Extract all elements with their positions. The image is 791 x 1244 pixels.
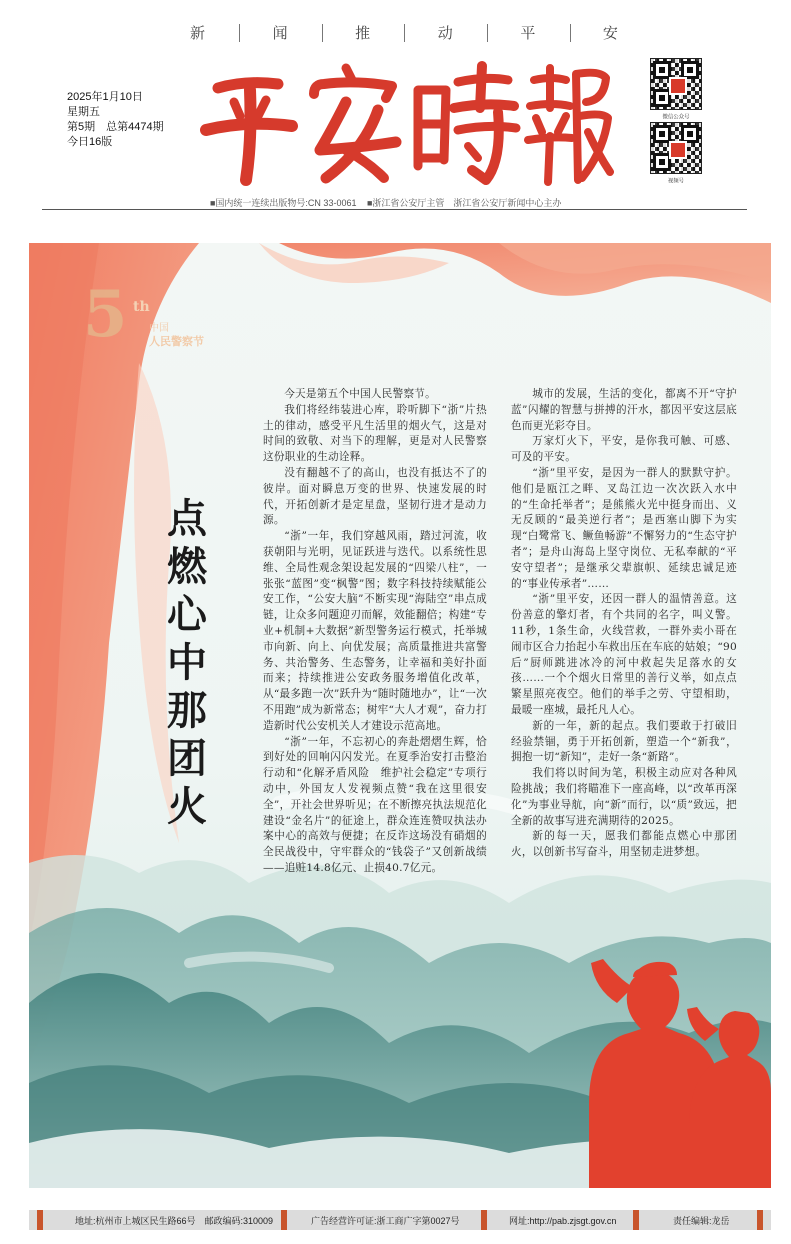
issue-pages: 今日16版 bbox=[67, 136, 113, 148]
paragraph: 没有翻越不了的高山，也没有抵达不了的彼岸。面对瞬息万变的世界、快速发展的时代，开拓创新才是定星盘，坚韧行进才是动力源。 bbox=[263, 466, 487, 527]
issue-number: 第5期 总第4474期 bbox=[67, 121, 164, 133]
publication-sponsor: ■浙江省公安厅主管 浙江省公安厅新闻中心主办 bbox=[366, 198, 562, 208]
footer-bar bbox=[757, 1210, 763, 1230]
qr-code-video[interactable] bbox=[650, 122, 702, 185]
slogan-char: 平 bbox=[520, 24, 538, 42]
title-char: 点 bbox=[167, 496, 207, 542]
footer-license: 广告经营许可证:浙工商广字第0027号 bbox=[311, 1215, 460, 1226]
paragraph: 新的每一天，愿我们都能点燃心中那团火，以创新书写奋斗，用坚韧走进梦想。 bbox=[511, 830, 737, 859]
masthead-slogan bbox=[190, 22, 620, 43]
badge-suffix: th bbox=[133, 299, 150, 315]
issue-weekday: 星期五 bbox=[67, 106, 100, 118]
qr-code-wechat[interactable] bbox=[650, 58, 702, 121]
badge-line1: 中国 bbox=[149, 323, 169, 334]
publication-info bbox=[210, 196, 569, 209]
article-column-2 bbox=[511, 387, 737, 861]
slogan-char: 动 bbox=[437, 24, 455, 42]
title-char: 团 bbox=[167, 736, 207, 782]
paragraph: 万家灯火下，平安，是你我可触、可感、可及的平安。 bbox=[511, 435, 737, 464]
title-char: 火 bbox=[167, 784, 207, 830]
newspaper-logo bbox=[196, 50, 616, 190]
paragraph: “浙”一年，不忘初心的奔赴熠熠生辉，恰到好处的回响闪闪发光。在夏季治安打击整治行动和“化解矛盾风险 维护社会稳定”专项行动中，外国友人发视频点赞“我在这里很安全”，开社会世界听见；在不断擦亮执法规范化建设“金名片”的征途上，群众连连赞叹执法办案中心的高效与便捷；在反诈这场没有硝烟的全民战役中，守牢群众的“钱袋子”又创新战绩——追赃14.8亿元、止损40.7亿元。 bbox=[263, 735, 487, 874]
issue-date: 2025年1月10日 bbox=[67, 91, 143, 103]
page-footer bbox=[29, 1210, 771, 1230]
title-char: 那 bbox=[167, 688, 207, 734]
footer-editor: 责任编辑:龙岳 bbox=[673, 1215, 730, 1226]
article-title bbox=[163, 495, 211, 831]
footer-bar bbox=[281, 1210, 287, 1230]
footer-bar bbox=[37, 1210, 43, 1230]
footer-bar bbox=[481, 1210, 487, 1230]
slogan-char: 新 bbox=[190, 24, 208, 42]
paragraph: “浙”里平安，是因为一群人的默默守护。他们是瓯江之畔、叉岛江边一次次跃入水中的“生命托举者”；是熊熊火光中挺身而出、义无反顾的“最美逆行者”；是西塞山脚下为实现“白鹭常飞、鳜鱼畅游”不懈努力的“生态守护者”；是舟山海岛上坚守岗位、无私奉献的“平安守望者”；是继承父辈旗帜、延续忠诚足迹的“事业传承者”…… bbox=[511, 466, 737, 590]
publication-number: ■国内统一连续出版物号:CN 33-0061 bbox=[210, 198, 357, 208]
badge-number: 5 bbox=[83, 277, 128, 352]
title-char: 中 bbox=[167, 640, 207, 686]
qr-caption: 视频号 bbox=[667, 179, 685, 185]
slogan-char: 推 bbox=[355, 24, 373, 42]
paragraph: “浙”一年，我们穿越风雨，踏过河流，收获朝阳与光明，见证跃进与迭代。以系统性思维、全局性观念架设起发展的“四梁八柱”，一张张“蓝图”变“枫警”图；数字科技持续赋能公安工作，“公安大脑”不断实现“海陆空”串点成链，让众多问题迎刃而解，效能翻倍；构建“专业+机制+大数据”新型警务运行模式，托举城市向新、向上、向优发展；高质量推进共富警务、共治警务、生态警务，让幸福和美好扑面而来；持续推进公安政务服务增值化改革，从“最多跑一次”跃升为“随时随地办”，让“一次不用跑”成为新常态；树牢“大人才观”，奋力打造新时代公安机关人才建设示范高地。 bbox=[263, 530, 487, 732]
footer-website[interactable]: 网址:http://pab.zjsgt.gov.cn bbox=[509, 1215, 617, 1226]
police-day-poster bbox=[29, 243, 771, 1188]
paragraph: 今天是第五个中国人民警察节。 bbox=[284, 388, 436, 400]
paragraph: 新的一年，新的起点。我们要敢于打破旧经验禁锢，勇于开拓创新，塑造一个“新我”，拥抱一切“新知”，走好一条“新路”。 bbox=[511, 719, 737, 764]
title-char: 心 bbox=[167, 592, 207, 638]
slogan-char: 闻 bbox=[272, 24, 290, 42]
paragraph: 我们将经纬装进心库，聆听脚下“浙”片热土的律动，感受平凡生活里的烟火气，这是对时间的致敬、对当下的理解，更是对人民警察这份职业的生动诠释。 bbox=[263, 403, 487, 464]
slogan-char: 安 bbox=[602, 24, 620, 42]
footer-bar bbox=[633, 1210, 639, 1230]
title-char: 燃 bbox=[167, 544, 207, 590]
police-day-badge bbox=[83, 277, 223, 363]
badge-line2: 人民警察节 bbox=[149, 336, 204, 348]
header-divider bbox=[42, 209, 747, 210]
issue-info bbox=[67, 90, 164, 150]
paragraph: 我们将以时间为笔，积极主动应对各种风险挑战；我们将瞄准下一座高峰，以“改革再深化”为事业导航，向“新”而行，以“质”致远，把全新的故事写进充满期待的2025。 bbox=[511, 767, 737, 827]
article-column-1 bbox=[263, 387, 487, 877]
footer-address: 地址:杭州市上城区民生路66号 邮政编码:310009 bbox=[75, 1215, 274, 1226]
paragraph: “浙”里平安，还因一群人的温情善意。这份善意的擎灯者，有个共同的名字，叫义警。11秒，1条生命，火线营救，一群外卖小哥在闹市区合力抬起小车救出压在车底的姑娘；“90后”厨师跳进冰冷的河中救起失足落水的女孩……一个个烟火日常里的善行义举，如点点繁星照亮夜空。他们的举手之劳、守望相助，最暖一座城，最托凡人心。 bbox=[511, 593, 737, 716]
paragraph: 城市的发展，生活的变化，都离不开“守护蓝”闪耀的智慧与拼搏的汗水，都因平安这层底色而更光彩夺目。 bbox=[511, 388, 737, 432]
qr-caption: 微信公众号 bbox=[662, 115, 690, 121]
